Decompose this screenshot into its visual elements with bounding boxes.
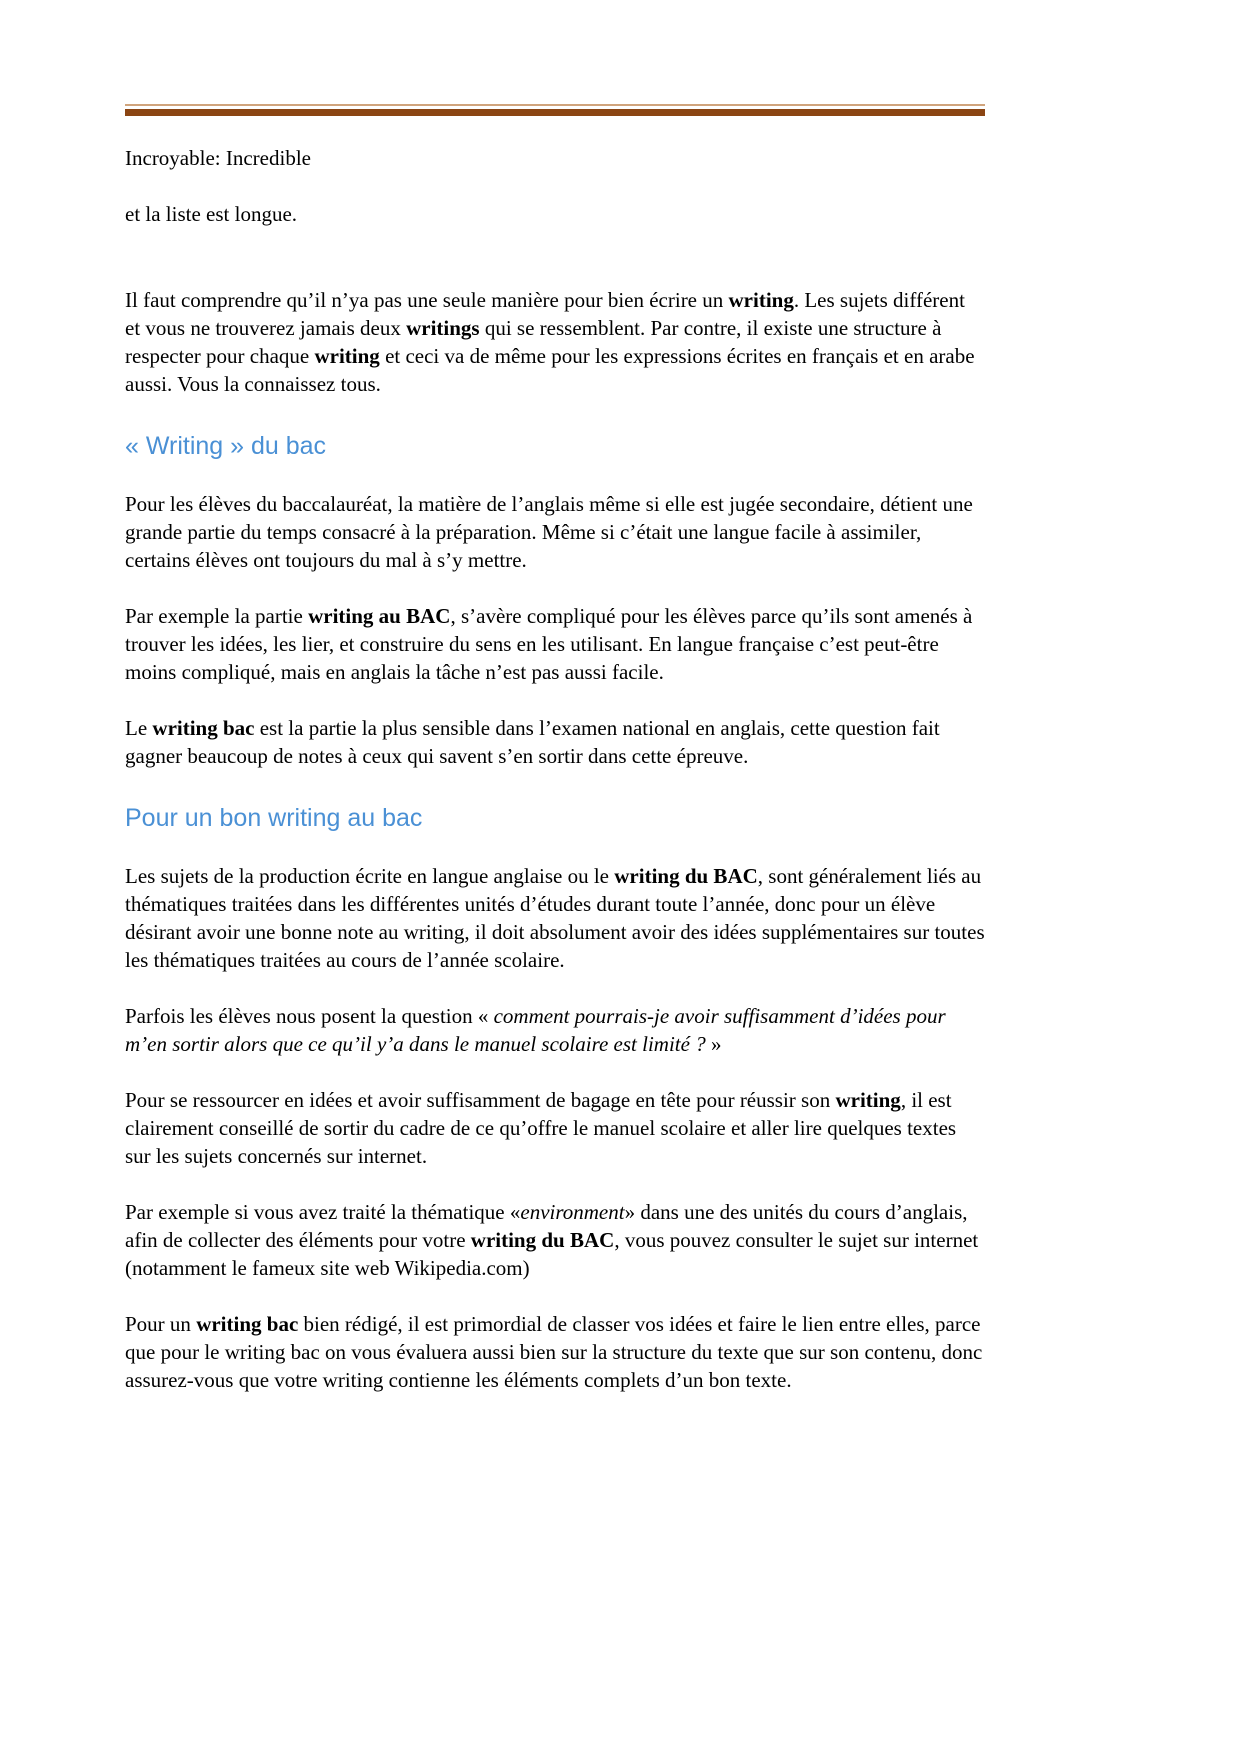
paragraph [125,714,985,770]
italic-text-run: environment [520,1200,625,1224]
text-run: Pour se ressourcer en idées et avoir suffisamment de bagage en tête pour réussir son [125,1088,836,1112]
paragraph [125,1198,985,1282]
italic-text-run: comment pourrais-je avoir suffisamment d’idées pour m’en sortir alors que ce qu’il y’a dans le manuel scolaire est limité ? [125,1004,946,1056]
paragraph [125,862,985,974]
bold-text-run: writing du BAC [614,864,758,888]
bold-text-run: writing bac [152,716,255,740]
text-run: Les sujets de la production écrite en langue anglaise ou le [125,864,615,888]
text-run: Pour les élèves du baccalauréat, la matière de l’anglais même si elle est jugée secondaire, détient une grande partie du temps consacré à la préparation. Même si c’était une langue facile à assimiler, certains élèves ont toujours du mal à s’y mettre. [125,492,973,572]
bold-text-run: writing [314,344,380,368]
bold-text-run: writing [728,288,794,312]
paragraph [125,1310,985,1394]
text-run: bien rédigé, il est primordial de classer vos idées et faire le lien entre elles, parce que pour le writing bac on vous évaluera aussi bien sur la structure du texte que sur son contenu, donc assurez-vous que votre writing contienne les éléments complets d’un bon texte. [125,1312,983,1392]
top-accent-rule [125,104,985,116]
bold-text-run: writing au BAC [308,604,451,628]
bold-text-run: writing bac [196,1312,299,1336]
paragraph [125,1086,985,1170]
bold-text-run: writings [406,316,480,340]
paragraph [125,200,985,228]
text-run: , sont généralement liés au thématiques traitées dans les différentes unités d’études durant toute l’année, donc pour un élève désirant avoir une bonne note au writing, il doit absolument avoir des idées supplémentaires sur toutes les thématiques traitées au cours de l’année scolaire. [125,864,985,972]
text-run: et ceci va de même pour les expressions écrites en français et en arabe aussi. Vous la connaissez tous. [125,344,975,396]
bold-text-run: writing [835,1088,901,1112]
text-run: Parfois les élèves nous posent la question « [125,1004,494,1028]
vertical-spacer [125,228,985,258]
text-run: , il est clairement conseillé de sortir du cadre de ce qu’offre le manuel scolaire et aller lire quelques textes sur les sujets concernés sur internet. [125,1088,957,1168]
section-heading: « Writing » du bac [125,432,327,460]
text-run: , s’avère compliqué pour les élèves parce qu’ils sont amenés à trouver les idées, les lier, et construire du sens en les utilisant. En langue française c’est peut-être moins compliqué, mais en anglais la tâche n’est pas aussi facile. [125,604,973,684]
top-accent-rule-thin-line [125,104,985,106]
paragraph [125,490,985,574]
text-run: Le [125,716,153,740]
text-run: . Les sujets différent et vous ne trouverez jamais deux [125,288,965,340]
paragraph [125,602,985,686]
paragraph [125,144,985,172]
text-run: , vous pouvez consulter le sujet sur internet (notamment le fameux site web Wikipedia.com) [125,1228,979,1280]
paragraph [125,1002,985,1058]
section-heading: Pour un bon writing au bac [125,804,423,832]
text-run: Par exemple si vous avez traité la thématique « [125,1200,521,1224]
text-run: Incroyable: Incredible [125,146,311,170]
top-accent-rule-thick-line [125,109,985,116]
text-run: » [710,1032,722,1056]
text-run: Pour un [125,1312,197,1336]
text-run: est la partie la plus sensible dans l’examen national en anglais, cette question fait gagner beaucoup de notes à ceux qui savent s’en sortir dans cette épreuve. [125,716,940,768]
document-content [125,144,985,1394]
paragraph [125,286,985,398]
document-content-column [125,104,985,1394]
text-run: qui se ressemblent. Par contre, il existe une structure à respecter pour chaque [125,316,942,368]
text-run: Il faut comprendre qu’il n’ya pas une seule manière pour bien écrire un [125,288,729,312]
text-run: et la liste est longue. [125,202,298,226]
text-run: » dans une des unités du cours d’anglais, afin de collecter des éléments pour votre [125,1200,968,1252]
text-run: Par exemple la partie [125,604,309,628]
bold-text-run: writing du BAC [470,1228,615,1252]
